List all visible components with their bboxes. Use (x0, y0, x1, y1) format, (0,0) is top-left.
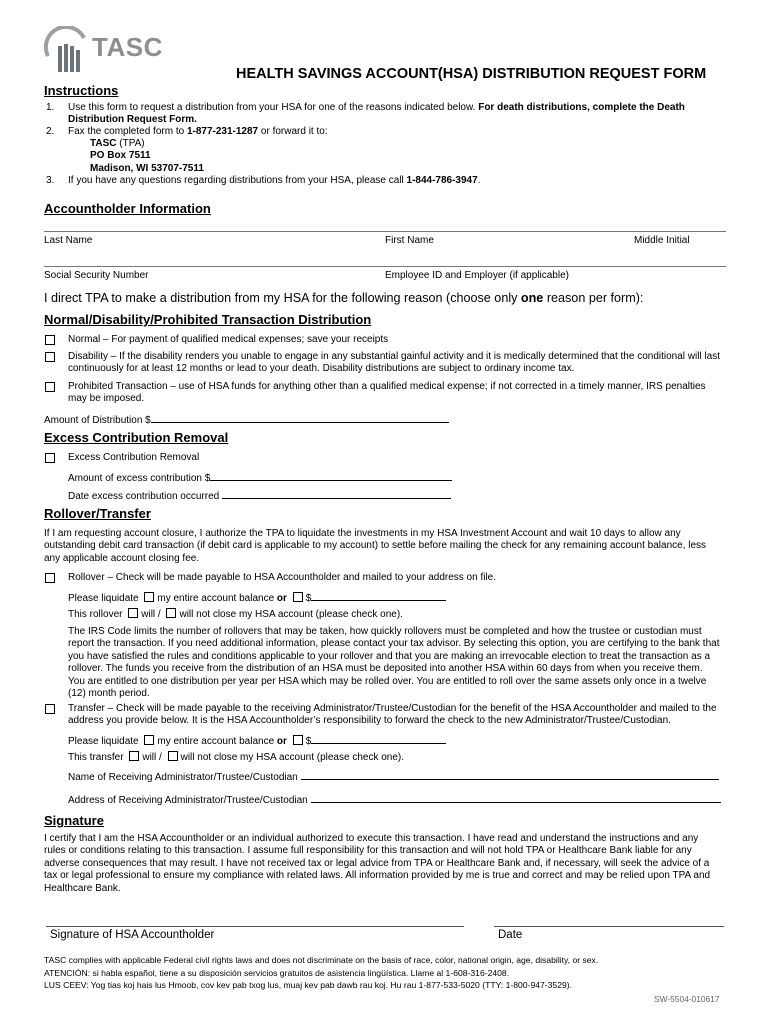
disability-text: Disability – If the disability renders you unable to engage in any substantial gainful activity and it is medically determined that the conditional will last (68, 351, 721, 362)
rollover-amount-checkbox[interactable] (293, 592, 303, 602)
mailing-address (90, 138, 204, 175)
instruction-3 (68, 175, 480, 187)
last-name-label: Last Name (44, 235, 93, 246)
receiving-name-field[interactable] (301, 769, 719, 780)
signature-label: Signature of HSA Accountholder (50, 929, 215, 941)
direct-statement (44, 291, 643, 305)
footer-line-3: LUS CEEV: Yog tias koj hais lus Hmoob, cov kev pab txog lus, muaj kev pab dawb rau koj. Hu rau 1-877-533-5020 (TTY: 1-800-947-3529). (44, 980, 573, 991)
rollover-intro (44, 528, 706, 565)
rollover-intro-2: outstanding debit card transaction (if debit card is applicable to my account) to settle before mailing the check for any remaining account balance, less (44, 540, 707, 552)
disability-text-2: continuously for at least 12 months or lead to your death. Disability distributions are subject to ordinary income tax. (68, 363, 575, 375)
signature-heading: Signature (44, 813, 104, 828)
cert-line-2: rules or conditions relating to this transaction. I assume full responsibility for this transaction and will not hold TPA or Healthcare Bank liable for any (44, 845, 692, 857)
excess-date-field[interactable] (222, 488, 451, 499)
excess-date-row (68, 488, 451, 503)
cert-line-5: Healthcare Bank. (44, 882, 121, 894)
rollover-amount-field[interactable] (311, 590, 446, 601)
rollover-intro-1: If I am requesting account closure, I authorize the TPA to liquidate the investments in my HSA Investment Account and wait 10 days to allow any (44, 528, 681, 539)
rollover-will-not-close: will not close my HSA account (please check one). (179, 609, 403, 620)
instructions-heading: Instructions (44, 83, 119, 98)
employee-id-label: Employee ID and Employer (if applicable) (385, 270, 569, 281)
cert-line-4: tax or legal professional to ensure my compliance with related laws. All information provided by me is true and correct and may be relied upon TPA and (44, 870, 711, 882)
form-title: HEALTH SAVINGS ACCOUNT(HSA) DISTRIBUTION REQUEST FORM (236, 66, 707, 82)
rollover-close-row (68, 608, 403, 621)
instruction-3-number: 3. (46, 175, 55, 186)
instruction-1-text: Use this form to request a distribution from your HSA for one of the reasons indicated below. (68, 102, 476, 113)
ssn-field-line[interactable] (44, 266, 726, 267)
address-box: PO Box 7511 (90, 150, 151, 162)
receiving-address-row (68, 792, 721, 807)
footer-line-1: TASC complies with applicable Federal civil rights laws and does not discriminate on the basis of race, color, national origin, age, disability, or sex. (44, 955, 599, 965)
accountholder-heading: Accountholder Information (44, 201, 211, 216)
footer-line-2: ATENCIÓN: si habla español, tiene a su disposición servicios gratuitos de asistencia lingüística. Llame al 1-608-316-2408. (44, 967, 510, 978)
excess-amount-field[interactable] (210, 470, 452, 481)
instruction-3-end: . (477, 175, 481, 186)
rollover-will: will (141, 609, 156, 620)
middle-initial-label: Middle Initial (634, 235, 690, 246)
transfer-entire-balance-checkbox[interactable] (144, 735, 154, 745)
prohibited-checkbox[interactable] (45, 382, 55, 392)
amount-distribution-field[interactable] (151, 412, 449, 423)
transfer-slash: / (159, 752, 162, 763)
instruction-2-text-b: or forward it to: (260, 126, 328, 137)
excess-option: Excess Contribution Removal (68, 452, 200, 463)
amount-distribution-row (44, 412, 449, 427)
instruction-2-number: 2. (46, 126, 55, 137)
transfer-will-not-close-checkbox[interactable] (168, 751, 178, 761)
receiving-address-label: Address of Receiving Administrator/Trustee/Custodian (68, 795, 308, 806)
tasc-logo (44, 26, 174, 78)
disability-option (68, 351, 720, 376)
address-tpa: (TPA) (119, 138, 145, 149)
irs-code-paragraph (68, 626, 720, 700)
irs-line-2: report the transaction. If you need additional information, please contact your tax advisor. By selecting this option, you are certifying to the bank that (68, 638, 720, 650)
normal-option: Normal – For payment of qualified medical expenses; save your receipts (68, 334, 389, 345)
first-name-label: First Name (385, 235, 434, 246)
instruction-1 (68, 102, 728, 127)
address-city: Madison, WI 53707-7511 (90, 162, 204, 174)
transfer-liquidate-label: Please liquidate (68, 736, 139, 747)
rollover-dollar: $ (305, 593, 312, 604)
transfer-will: will (142, 752, 157, 763)
transfer-text: Transfer – Check will be made payable to the receiving Administrator/Trustee/Custodian for the benefit of the HSA Accountholder and mailed to the (68, 703, 717, 714)
prohibited-option (68, 381, 706, 406)
transfer-amount-field[interactable] (311, 733, 446, 744)
rollover-will-close-checkbox[interactable] (128, 608, 138, 618)
signature-line[interactable] (46, 926, 464, 927)
support-phone: 1-844-786-3947 (406, 175, 478, 186)
transfer-text-2: address you provide below. It is the HSA Accountholder’s responsibility to forward the check to the new Administrator/Trustee/Custodian. (68, 715, 671, 727)
date-label: Date (498, 929, 523, 941)
instruction-3-text: If you have any questions regarding distributions from your HSA, please call (68, 175, 404, 186)
irs-line-3: you have satisfied the rules and conditions applicable to your rollover and that you are making an irrevocable election to treat the transaction as a (68, 650, 711, 662)
rollover-close-label: This rollover (68, 609, 123, 620)
transfer-checkbox[interactable] (45, 704, 55, 714)
excess-amount-row (68, 470, 452, 485)
amount-distribution-label: Amount of Distribution $ (44, 415, 151, 426)
excess-date-label: Date excess contribution occurred (68, 491, 220, 502)
receiving-name-label: Name of Receiving Administrator/Trustee/Custodian (68, 772, 298, 783)
transfer-entire-balance-label: my entire account balance (157, 736, 275, 747)
prohibited-text: Prohibited Transaction – use of HSA funds for anything other than a qualified medical expense; if not corrected in a timely manner, IRS penalties (68, 381, 706, 392)
rollover-checkbox[interactable] (45, 573, 55, 583)
rollover-slash: / (157, 609, 161, 620)
rollover-entire-balance-label: my entire account balance (157, 593, 275, 604)
logo-wordmark: TASC (92, 32, 163, 62)
rollover-intro-3: any applicable account closing fee. (44, 552, 200, 564)
instruction-1-bold: For death distributions, complete the Death (478, 102, 685, 113)
normal-distribution-heading: Normal/Disability/Prohibited Transaction Distribution (44, 312, 372, 327)
transfer-amount-checkbox[interactable] (293, 735, 303, 745)
cert-line-1: I certify that I am the HSA Accountholder or an individual authorized to execute this transaction. I have read and understand the instructions and any (44, 833, 699, 844)
nondiscrimination-notice (44, 954, 598, 992)
instruction-1-bold-2: Distribution Request Form. (68, 114, 197, 126)
rollover-heading: Rollover/Transfer (44, 506, 151, 521)
ssn-label: Social Security Number (44, 270, 149, 281)
irs-line-4: rollover. The funds you receive from the distribution of an HSA must be deposited into another HSA within 60 days from when you receive them. (68, 663, 703, 675)
irs-line-5: You are entitled to one distribution per year per HSA which may be rolled over. You are entitled to roll over the same assets only once in a twelve (68, 675, 707, 687)
direct-text: I direct TPA to make a distribution from my HSA for the following reason (choose only (44, 291, 518, 305)
fax-number: 1-877-231-1287 (186, 126, 259, 137)
rollover-will-not-close-checkbox[interactable] (166, 608, 176, 618)
irs-line-6: (12) month period. (68, 688, 150, 700)
normal-checkbox[interactable] (45, 335, 55, 345)
excess-amount-label: Amount of excess contribution $ (68, 473, 211, 484)
transfer-close-row (68, 751, 404, 764)
rollover-option: Rollover – Check will be made payable to HSA Accountholder and mailed to your address on file. (68, 572, 497, 583)
rollover-or: or (276, 593, 287, 604)
receiving-name-row (68, 769, 719, 784)
rollover-liquidate-row (68, 590, 446, 605)
transfer-or: or (276, 736, 287, 747)
transfer-will-close-checkbox[interactable] (129, 751, 139, 761)
tasc-logo-mark-icon (44, 26, 92, 78)
disability-checkbox[interactable] (45, 352, 55, 362)
transfer-option (68, 703, 717, 728)
cert-line-3: adverse consequences that may result. I have not received tax or legal advice from TPA or Healthcare Bank and, if necessary, will seek the advice of a (44, 857, 710, 869)
instruction-2 (68, 126, 728, 138)
excess-checkbox[interactable] (45, 453, 55, 463)
rollover-liquidate-label: Please liquidate (68, 593, 139, 604)
form-code: SW-5504-010617 (654, 994, 720, 1004)
transfer-close-label: This transfer (68, 752, 124, 763)
name-field-line[interactable] (44, 231, 726, 232)
date-line[interactable] (494, 926, 724, 927)
instruction-2-text: Fax the completed form to (68, 126, 185, 137)
prohibited-text-2: may be imposed. (68, 393, 145, 405)
transfer-dollar: $ (305, 736, 312, 747)
address-name: TASC (90, 138, 117, 149)
certification-paragraph (44, 833, 710, 895)
transfer-liquidate-row (68, 733, 446, 748)
direct-text-end: reason per form): (546, 291, 644, 305)
excess-heading: Excess Contribution Removal (44, 430, 229, 445)
instruction-1-number: 1. (46, 102, 55, 113)
transfer-will-not-close: will not close my HSA account (please check one). (180, 752, 405, 763)
direct-text-bold: one (520, 291, 544, 305)
irs-line-1: The IRS Code limits the number of rollovers that may be taken, how quickly rollovers must be completed and how the trustee or custodian must (68, 626, 702, 637)
receiving-address-field[interactable] (311, 792, 721, 803)
rollover-entire-balance-checkbox[interactable] (144, 592, 154, 602)
